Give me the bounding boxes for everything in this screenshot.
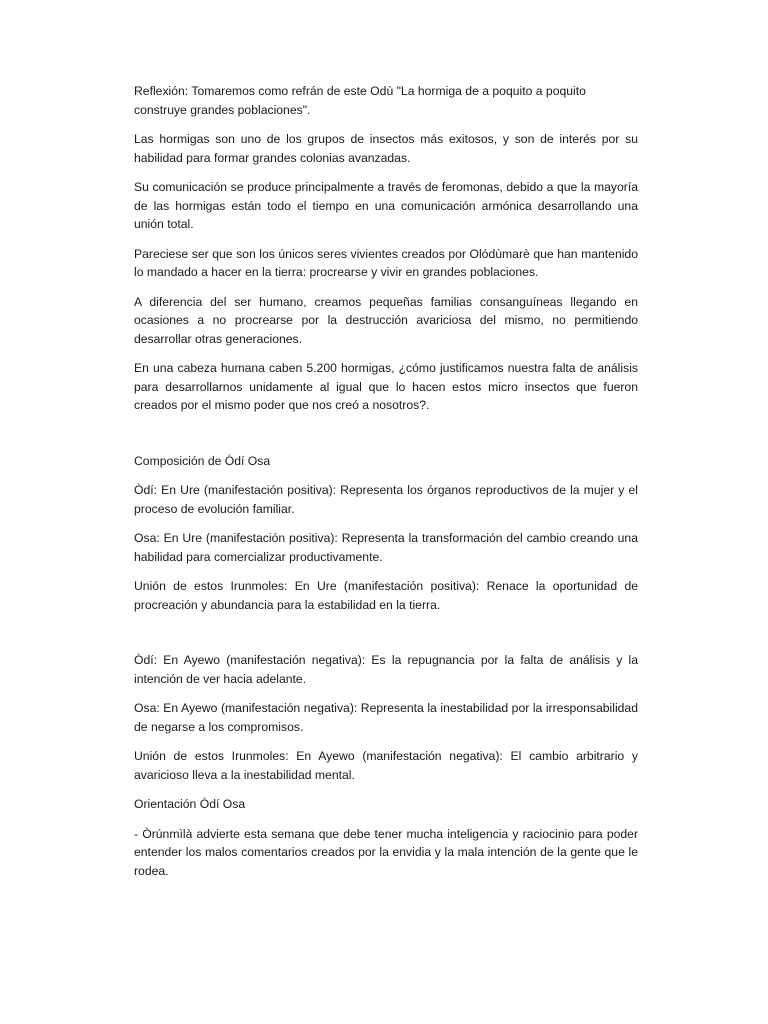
document-body [134,82,638,891]
paragraph-odi-ayewo: Òdí: En Ayewo (manifestación negativa): Es la repugnancia por la falta de análisis y la intención de ver hacia adelante. [134,653,638,686]
spacer [134,625,638,651]
paragraph-hormigas-exitosas: Las hormigas son uno de los grupos de insectos más exitosos, y son de interés por su habilidad para formar grandes colonias avanzadas. [134,132,638,165]
orientacion-heading: Orientación Òdí Osa [134,797,246,811]
paragraph-orientacion: - Òrúnmìlà advierte esta semana que debe tener mucha inteligencia y raciocinio para poder entender los malos comentarios creados por la envidia y la mala intención de la gente que le rodea. [134,826,638,878]
spacer [134,426,638,452]
paragraph-union-ure: Unión de estos Irunmoles: En Ure (manifestación positiva): Renace la oportunidad de procreación y abundancia para la estabilidad en la tierra. [134,579,638,612]
paragraph-feromonas: Su comunicación se produce principalmente a través de feromonas, debido a que la mayoría de las hormigas están todo el tiempo en una comunicación armónica desarrollando una unión total. [134,180,638,231]
paragraph-osa-ayewo: Osa: En Ayewo (manifestación negativa): Representa la inestabilidad por la irresponsabilidad de negarse a los compromisos. [134,701,638,734]
paragraph-osa-ure: Osa: En Ure (manifestación positiva): Representa la transformación del cambio creando una habilidad para comercializar productivamente. [134,531,638,564]
composicion-heading: Composición de Òdí Osa [134,453,271,468]
paragraph-olodumare: Pareciese ser que son los únicos seres vivientes creados por Olódùmarè que han mantenido lo mandado a hacer en la tierra: procrearse y vivir en grandes poblaciones. [134,246,638,279]
reflexion-paragraph: Reflexión: Tomaremos como refrán de este Odù "La hormiga de a poquito a poquito construye grandes poblaciones". [134,84,586,117]
paragraph-ser-humano: A diferencia del ser humano, creamos pequeñas familias consanguíneas llegando en ocasiones a no procrearse por la destrucción avariciosa del mismo, no permitiendo desarrollar otras generaciones. [134,294,638,346]
paragraph-union-ayewo: Unión de estos Irunmoles: En Ayewo (manifestación negativa): El cambio arbitrario y avaricioso lleva a la inestabilidad mental. [134,749,638,782]
paragraph-odi-ure: Òdí: En Ure (manifestación positiva): Representa los órganos reproductivos de la mujer y el proceso de evolución familiar. [134,483,638,516]
paragraph-cabeza-humana: En una cabeza humana caben 5.200 hormigas, ¿cómo justificamos nuestra falta de análisis para desarrollarnos unidamente al igual que lo hacen estos micro insectos que fueron creados por el mismo poder que nos creó a nosotros?. [134,361,638,412]
